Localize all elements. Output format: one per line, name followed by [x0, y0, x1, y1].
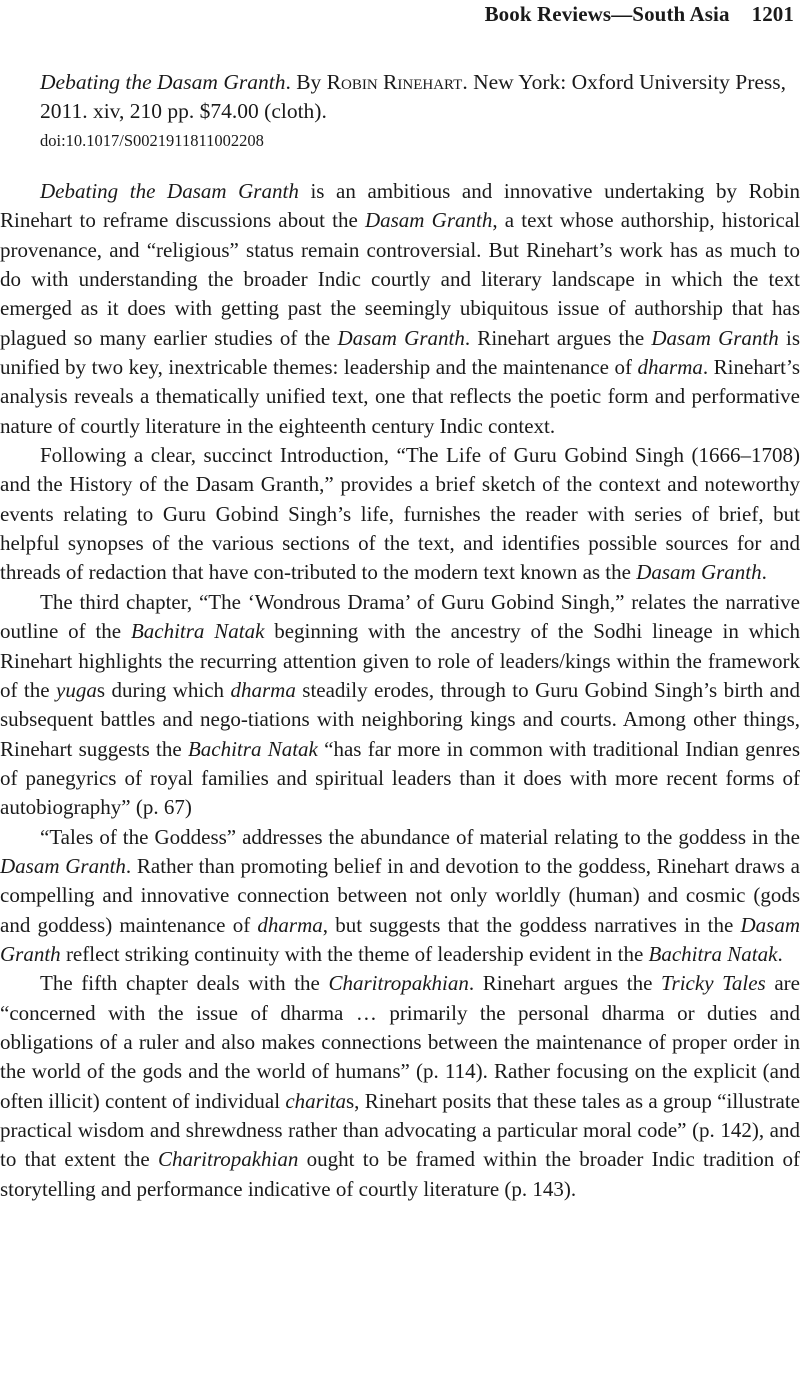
text-run: “has far more in common with traditional Indian genres of panegyrics of royal families and spiritual leaders than it does with more recent forms of autobiography” (p. 67) — [0, 736, 800, 820]
paragraph-3 — [0, 588, 800, 823]
paragraph-2 — [0, 441, 800, 588]
text-run: , but suggests that the goddess narratives in the — [322, 912, 741, 937]
text-run: The third chapter, “The ‘Wondrous Drama’ of Guru Gobind Singh,” relates the narrative outline of the — [0, 589, 800, 644]
text-run: , a text whose authorship, historical provenance, and “religious” status remain controversial. But Rinehart’s work has as much to do with understanding the broader Indic courtly and literary landscape in which the text emerged as it does with getting past the seemingly ubiquitous issue of authorship that has plagued so many earlier studies of the — [0, 208, 800, 350]
book-author: Robin Rinehart — [326, 70, 463, 94]
text-run: is unified by two key, inextricable themes: leadership and the maintenance of — [0, 325, 800, 380]
italic-title: Bachitra Natak — [187, 736, 318, 761]
book-title: Debating the Dasam Granth — [40, 70, 286, 94]
italic-term: dharma — [257, 912, 323, 937]
italic-title: Bachitra Natak — [130, 619, 265, 644]
italic-title: Dasam Granth — [0, 912, 800, 966]
text-run: are “concerned with the issue of dharma … primarily the personal dharma or duties and obligations of a ruler and also makes connections between the maintenance of proper order in the world of the gods and the world of humans” (p. 114). Rather focusing on the explicit (and often illicit) content of individual — [0, 971, 800, 1113]
text-run: s during which — [96, 677, 231, 702]
book-citation — [40, 68, 795, 126]
italic-title: Charitropakhian — [157, 1147, 299, 1172]
italic-title: Dasam Granth — [337, 325, 465, 350]
section-title: Book Reviews—South Asia — [484, 2, 730, 26]
italic-title: Bachitra Natak — [648, 941, 778, 966]
italic-term: charita — [285, 1088, 346, 1113]
text-run: steadily erodes, through to Guru Gobind Singh’s birth and subsequent battles and nego-tiations with neighboring kings and courts. Among other things, Rinehart suggests the — [0, 677, 800, 761]
text-run: . Rinehart argues the — [468, 971, 662, 996]
paragraph-1 — [0, 177, 800, 441]
paragraph-5 — [0, 969, 800, 1204]
text-run: Following a clear, succinct Introduction, “The Life of Guru Gobind Singh (1666–1708) and the History of the Dasam Granth,” provides a brief sketch of the context and noteworthy events relating to Guru Gobind Singh’s life, furnishes the reader with series of brief, but helpful synopses of the various sections of the text, and identifies possible sources for and threads of redaction that have con-tributed to the modern text known as the — [0, 443, 800, 585]
page-number: 1201 — [751, 2, 794, 26]
text-run: “Tales of the Goddess” addresses the abundance of material relating to the goddess in the — [40, 824, 800, 849]
italic-title: Dasam Granth — [636, 560, 762, 585]
text-run: s, Rinehart posits that these tales as a group “illustrate practical wisdom and shrewdness rather than advocating a particular moral code” (p. 142), and to that extent the — [0, 1088, 800, 1172]
doi: doi:10.1017/S0021911811002208 — [40, 131, 264, 150]
italic-title: Debating the Dasam Granth — [40, 179, 299, 203]
text-run: ought to be framed within the broader Indic tradition of storytelling and performance indicative of courtly literature (p. 143). — [0, 1147, 800, 1201]
italic-title: Tricky Tales — [661, 971, 766, 996]
text-run: reflect striking continuity with the theme of leadership evident in the — [60, 941, 649, 966]
italic-title: Charitropakhian — [328, 971, 469, 996]
citation-details: . New York: Oxford University Press, 2011. xiv, 210 pp. $74.00 (cloth). — [40, 70, 787, 123]
text-run: The fifth chapter deals with the — [40, 971, 329, 996]
text-run: beginning with the ancestry of the Sodhi lineage in which Rinehart highlights the recurring attention given to role of leaders/kings within the framework of the — [0, 619, 800, 702]
text-run: . — [777, 941, 783, 966]
italic-term: dharma — [230, 677, 296, 702]
text-run: . — [761, 560, 767, 585]
review-body — [0, 177, 800, 1204]
paragraph-4 — [0, 823, 800, 970]
italic-title: Dasam Granth — [0, 853, 126, 878]
citation-by: . By — [285, 70, 327, 94]
running-head — [485, 2, 794, 27]
text-run: . Rinehart argues the — [464, 325, 652, 350]
text-run: . Rather than promoting belief in and devotion to the goddess, Rinehart draws a compelling and innovative connection between not only worldly (human) and cosmic (gods and goddess) maintenance of — [0, 853, 800, 937]
italic-term: dharma — [637, 355, 703, 380]
italic-term: yuga — [56, 677, 97, 702]
italic-title: Dasam Granth — [651, 325, 779, 350]
text-run: . Rinehart’s analysis reveals a thematically unified text, one that reflects the poetic form and performative nature of courtly literature in the eighteenth century Indic context. — [0, 355, 800, 438]
text-run: is an ambitious and innovative undertaking by Robin Rinehart to reframe discussions about the — [0, 179, 800, 233]
italic-title: Dasam Granth — [364, 208, 493, 233]
